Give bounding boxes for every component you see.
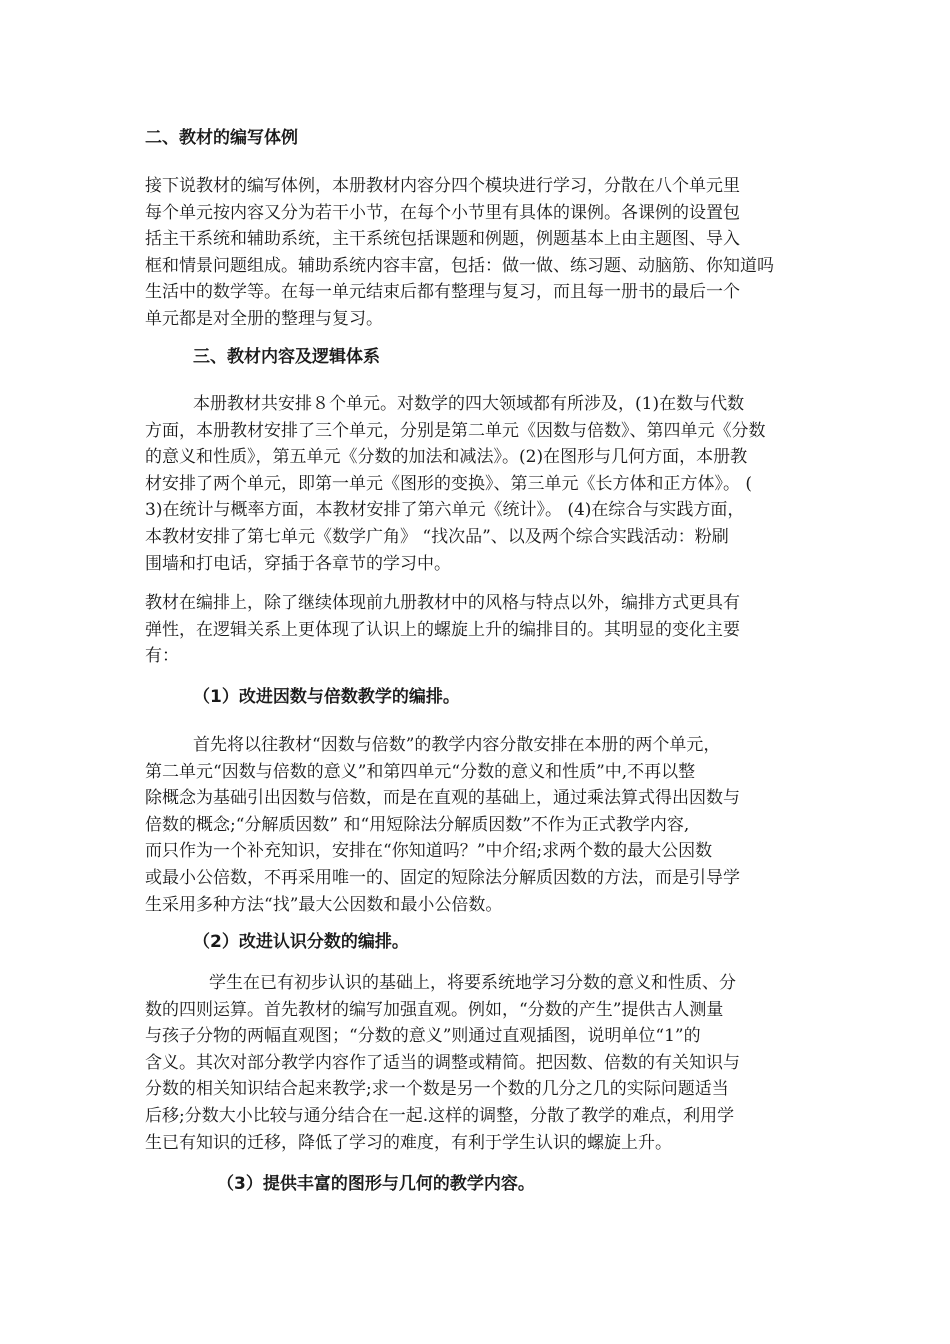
text-line: 材安排了两个单元，即第一单元《图形的变换》、第三单元《长方体和正方体》。 (: [145, 473, 753, 494]
text-line: 或最小公倍数，不再采用唯一的、固定的短除法分解质因数的方法，而是引导学: [145, 867, 740, 888]
section-heading-3: 三、教材内容及逻辑体系: [193, 347, 380, 367]
paragraph-content-structure: [145, 391, 809, 577]
subsection-heading-3: （3）提供丰富的图形与几何的教学内容。: [217, 1174, 535, 1194]
text-line: 3)在统计与概率方面，本教材安排了第六单元《统计》。 (4)在综合与实践方面，: [145, 500, 745, 521]
subsection-heading-2: （2）改进认识分数的编排。: [193, 932, 409, 952]
paragraph-writing-style: [145, 173, 809, 333]
text-line: 后移;分数大小比较与通分结合在一起.这样的调整，分散了教学的难点，利用学: [145, 1105, 735, 1126]
text-line: 接下说教材的编写体例，本册教材内容分四个模块进行学习，分散在八个单元里: [145, 176, 740, 196]
text-line: 第二单元“因数与倍数的意义”和第四单元“分数的意义和性质”中,不再以整: [145, 761, 696, 782]
text-line: 框和情景问题组成。辅助系统内容丰富，包括：做一做、练习题、动脑筋、你知道吗: [145, 255, 774, 276]
text-line: 方面，本册教材安排了三个单元，分别是第二单元《因数与倍数》、第四单元《分数: [145, 420, 766, 441]
paragraph-arrangement: [145, 590, 809, 670]
text-line: 倍数的概念;“分解质因数” 和“用短除法分解质因数”不作为正式教学内容,: [145, 814, 690, 835]
text-line: 本册教材共安排８个单元。对数学的四大领域都有所涉及，(1)在数与代数: [193, 394, 745, 414]
text-line: 教材在编排上，除了继续体现前九册教材中的风格与特点以外，编排方式更具有: [145, 593, 740, 613]
text-line: 的意义和性质》，第五单元《分数的加法和减法》。(2)在图形与几何方面，本册教: [145, 447, 748, 468]
text-line: 括主干系统和辅助系统，主干系统包括课题和例题，例题基本上由主题图、导入: [145, 229, 740, 250]
text-line: 弹性，在逻辑关系上更体现了认识上的螺旋上升的编排目的。其明显的变化主要: [145, 619, 740, 640]
text-line: 学生在已有初步认识的基础上，将要系统地学习分数的意义和性质、分: [209, 973, 736, 993]
text-line: 含义。其次对部分教学内容作了适当的调整或精简。把因数、倍数的有关知识与: [145, 1052, 740, 1073]
text-line: 首先将以往教材“因数与倍数”的教学内容分散安排在本册的两个单元，: [193, 735, 721, 755]
text-line: 围墙和打电话，穿插于各章节的学习中。: [145, 553, 451, 574]
paragraph-fractions: [145, 970, 809, 1156]
text-line: 本教材安排了第七单元《数学广角》 “找次品”、以及两个综合实践活动：粉刷: [145, 526, 729, 547]
text-line: 生采用多种方法“找”最大公因数和最小公倍数。: [145, 894, 503, 915]
text-line: 生已有知识的迁移，降低了学习的难度，有利于学生认识的螺旋上升。: [145, 1132, 672, 1153]
text-line: 分数的相关知识结合起来教学;求一个数是另一个数的几分之几的实际问题适当: [145, 1079, 729, 1100]
subsection-heading-1: （1）改进因数与倍数教学的编排。: [193, 687, 460, 707]
text-line: 单元都是对全册的整理与复习。: [145, 308, 383, 329]
section-heading-2: 二、教材的编写体例: [145, 128, 298, 148]
text-line: 而只作为一个补充知识，安排在“你知道吗？”中介绍;求两个数的最大公因数: [145, 841, 713, 862]
text-line: 除概念为基础引出因数与倍数，而是在直观的基础上，通过乘法算式得出因数与: [145, 788, 740, 809]
text-line: 有：: [145, 646, 179, 667]
text-line: 与孩子分物的两幅直观图；“分数的意义”则通过直观插图，说明单位“1”的: [145, 1026, 701, 1047]
text-line: 生活中的数学等。在每一单元结束后都有整理与复习，而且每一册书的最后一个: [145, 282, 740, 303]
paragraph-factors-multiples: [145, 732, 809, 918]
text-line: 数的四则运算。首先教材的编写加强直观。例如，“分数的产生”提供古人测量: [145, 999, 724, 1020]
text-line: 每个单元按内容又分为若干小节，在每个小节里有具体的课例。各课例的设置包: [145, 202, 740, 223]
